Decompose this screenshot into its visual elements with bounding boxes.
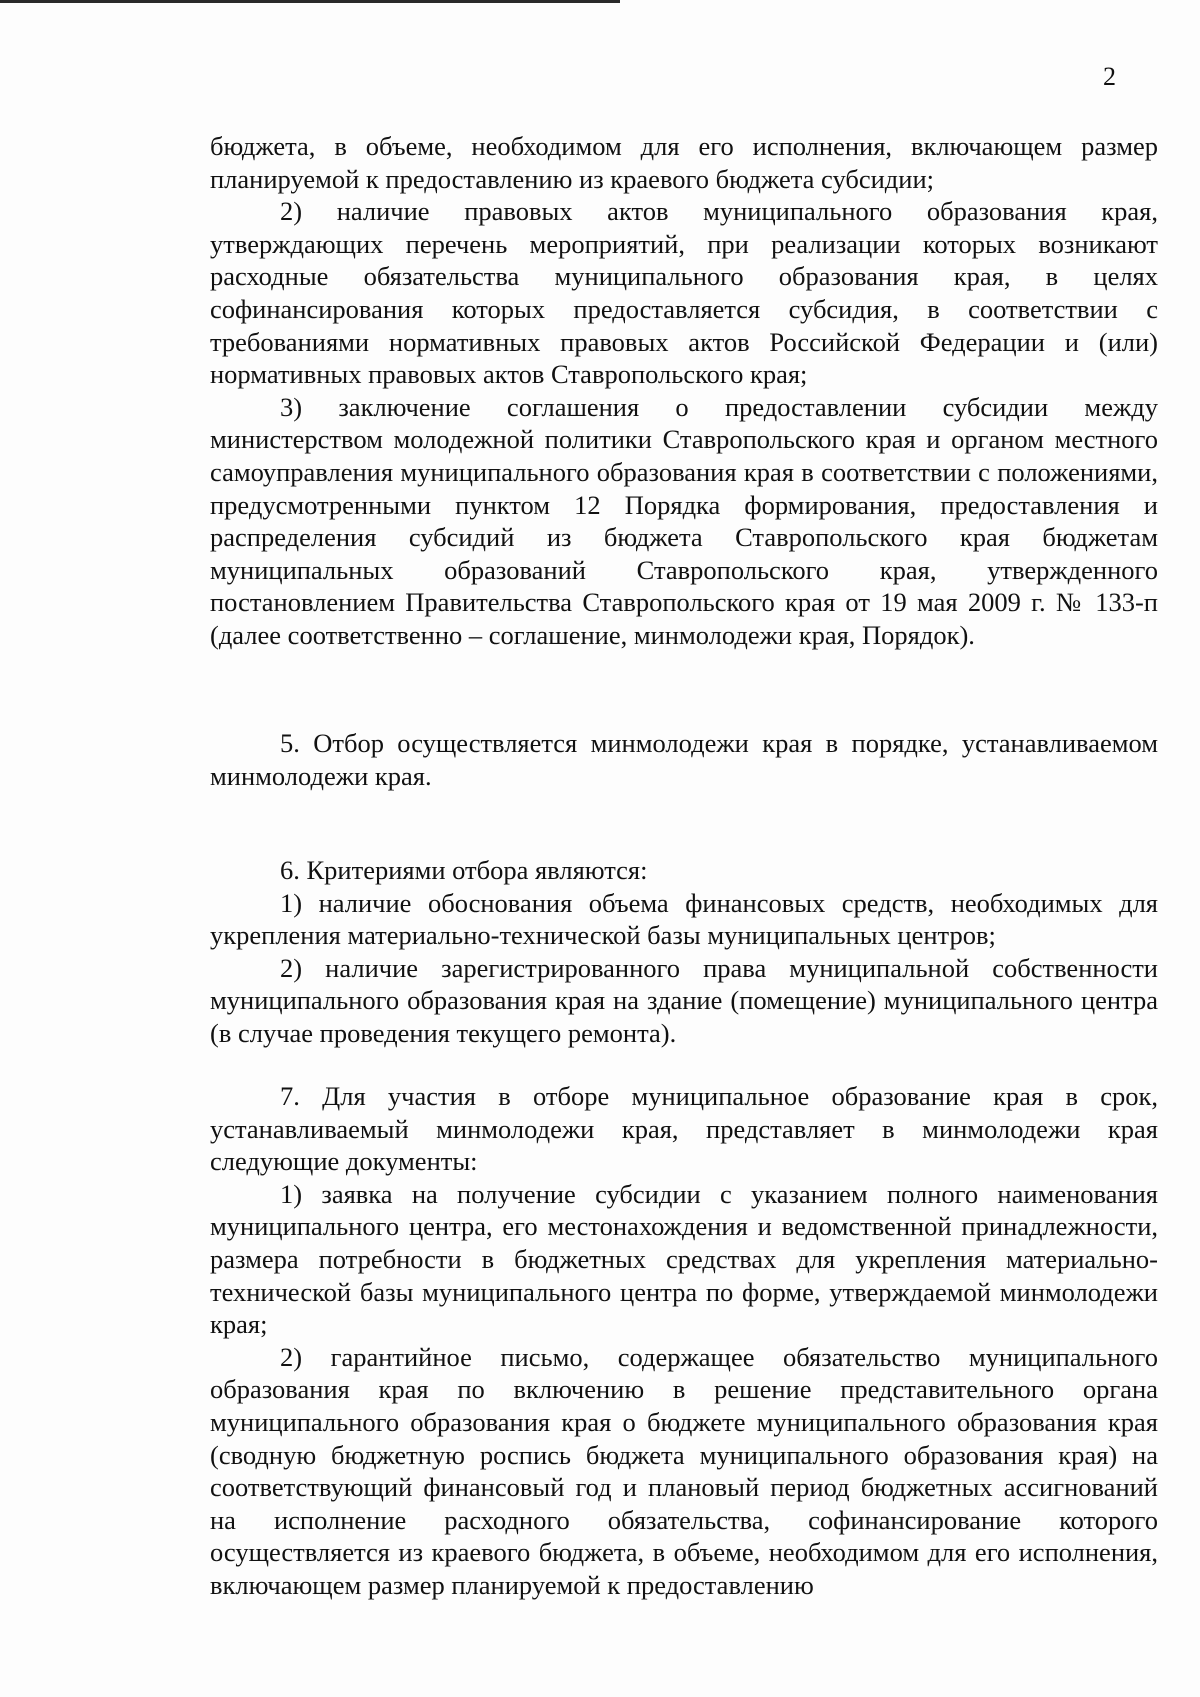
paragraph-criteria-2: 2) наличие зарегистрированного права муниципальной собственности муниципального образования края на здание (помещение) муниципального центра (в случае проведения текущего ремонта). bbox=[210, 952, 1158, 1048]
text-section-criteria bbox=[210, 854, 1158, 1050]
paragraph-criteria-1: 1) наличие обоснования объема финансовых средств, необходимых для укрепления материально-технической базы муниципальных центров; bbox=[210, 887, 1158, 951]
text-section-documents bbox=[210, 1080, 1158, 1602]
text-section-selection bbox=[210, 727, 1158, 792]
paragraph-document-2: 2) гарантийное письмо, содержащее обязательство муниципального образования края по включению в решение представительного органа муниципального образования края о бюджете муниципального образования края (сводную бюджетную роспись бюджета муниципального образования края) на соответствующий финансовый год и плановый период бюджетных ассигнований на исполнение расходного обязательства, софинансирование которого осуществляется из краевого бюджета, в объеме, необходимом для его исполнения, включающем размер планируемой к предоставлению bbox=[210, 1341, 1158, 1600]
paragraph-budget-continuation: бюджета, в объеме, необходимом для его исполнения, включающем размер планируемой к предоставлению из краевого бюджета субсидии; bbox=[210, 131, 1158, 194]
page-number: 2 bbox=[1103, 62, 1116, 91]
paragraph-item-7: 7. Для участия в отборе муниципальное образование края в срок, устанавливаемый минмолодежи края, представляет в минмолодежи края следующие документы: bbox=[210, 1081, 1158, 1177]
paragraph-legal-acts: 2) наличие правовых актов муниципального образования края, утверждающих перечень мероприятий, при реализации которых возникают расходные обязательства муниципального образования края, в целях софинансирования которых предоставляется субсидия, в соответствии с требованиями нормативных правовых актов Российской Федерации и (или) нормативных правовых актов Ставропольского края; bbox=[210, 196, 1158, 390]
paragraph-agreement: 3) заключение соглашения о предоставлении субсидии между министерством молодежной политики Ставропольского края и органом местного самоуправления муниципального образования края в соответствии с положениями, предусмотренными пунктом 12 Порядка формирования, предоставления и распределения субсидий из бюджета Ставропольского края бюджетам муниципальных образований Ставропольского края, утвержденного постановлением Правительства Ставропольского края от 19 мая 2009 г. № 133-п (далее соответственно – соглашение, минмолодежи края, Порядок). bbox=[210, 391, 1158, 650]
paragraph-document-1: 1) заявка на получение субсидии с указанием полного наименования муниципального центра, его местонахождения и ведомственной принадлежности, размера потребности в бюджетных средствах для укрепления материально-технической базы муниципального центра по форме, утверждаемой минмолодежи края; bbox=[210, 1178, 1158, 1340]
paragraph-item-6: 6. Критериями отбора являются: bbox=[280, 855, 648, 885]
text-section-subsidy-conditions bbox=[210, 130, 1158, 652]
scan-edge-line bbox=[0, 0, 620, 3]
paragraph-item-5: 5. Отбор осуществляется минмолодежи края в порядке, устанавливаемом минмолодежи края. bbox=[210, 728, 1158, 791]
